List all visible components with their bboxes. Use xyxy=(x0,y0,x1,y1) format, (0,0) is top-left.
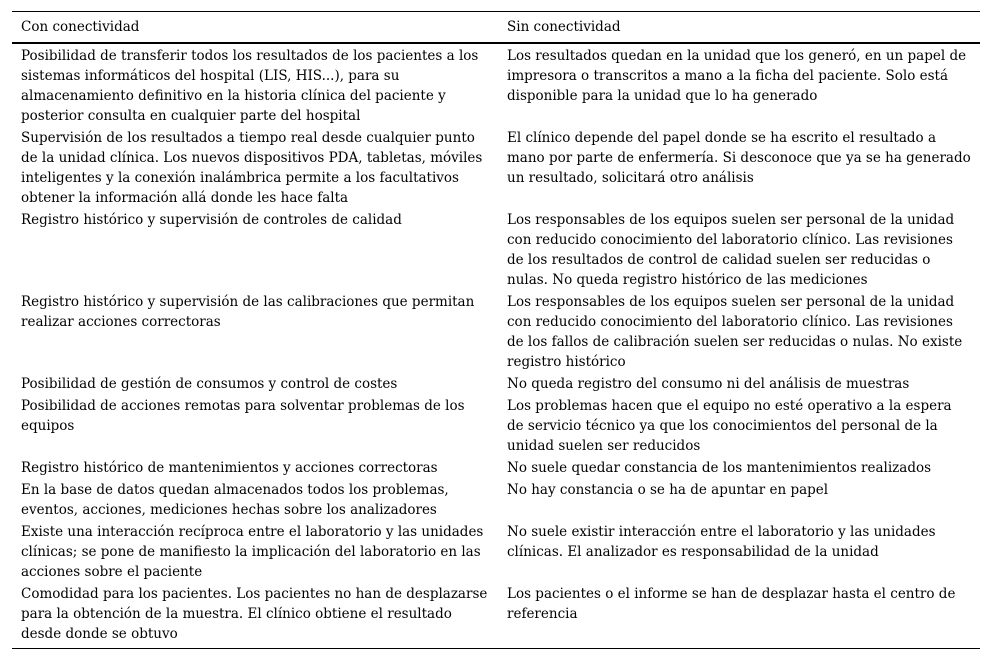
table-row xyxy=(12,583,980,649)
cell-sin: Los resultados quedan en la unidad que los generó, en un papel de impresora o transcritos a mano a la ficha del paciente. Solo está disponible para la unidad que lo ha generado xyxy=(507,48,967,104)
cell-sin: Los pacientes o el informe se han de desplazar hasta el centro de referencia xyxy=(498,583,980,649)
header-con-conectividad: Con conectividad xyxy=(12,12,498,44)
table-row xyxy=(12,521,980,583)
table-row xyxy=(12,291,980,373)
cell-con: Registro histórico y supervisión de controles de calidad xyxy=(21,212,402,228)
cell-sin: Los responsables de los equipos suelen ser personal de la unidad con reducido conocimiento del laboratorio clínico. Las revisiones de los resultados de control de calidad suelen ser reducidas o nulas. No queda registro histórico de las mediciones xyxy=(507,212,955,288)
cell-con: Posibilidad de acciones remotas para solventar problemas de los equipos xyxy=(21,398,465,434)
cell-sin: Los responsables de los equipos suelen ser personal de la unidad con reducido conocimiento del laboratorio clínico. Las revisiones de los fallos de calibración suelen ser reducidas o nulas. No existe registro histórico xyxy=(507,294,963,370)
cell-sin: No hay constancia o se ha de apuntar en papel xyxy=(507,482,829,498)
cell-sin: El clínico depende del papel donde se ha escrito el resultado a mano por parte de enfermería. Si desconoce que ya se ha generado un resultado, solicitará otro análisis xyxy=(507,130,971,186)
table-row xyxy=(12,457,980,479)
cell-con: Supervisión de los resultados a tiempo real desde cualquier punto de la unidad clínica. Los nuevos dispositivos PDA, tabletas, móviles inteligentes y la conexión inalámbrica permite a los facultativos obtener la información allá donde les hace falta xyxy=(21,130,483,206)
comparison-table xyxy=(12,11,980,649)
table-row xyxy=(12,209,980,291)
table-header-row xyxy=(12,12,980,44)
table-row xyxy=(12,479,980,521)
cell-con: En la base de datos quedan almacenados todos los problemas, eventos, acciones, mediciones hechas sobre los analizadores xyxy=(21,482,449,518)
header-sin-conectividad: Sin conectividad xyxy=(498,12,980,44)
cell-con: Registro histórico y supervisión de las calibraciones que permitan realizar acciones correctoras xyxy=(21,294,475,330)
table-row xyxy=(12,395,980,457)
cell-con: Posibilidad de gestión de consumos y control de costes xyxy=(21,376,398,392)
cell-sin: No suele quedar constancia de los mantenimientos realizados xyxy=(507,460,932,476)
cell-con: Comodidad para los pacientes. Los pacientes no han de desplazarse para la obtención de la muestra. El clínico obtiene el resultado desde donde se obtuvo xyxy=(12,583,498,649)
cell-con: Posibilidad de transferir todos los resultados de los pacientes a los sistemas informáticos del hospital (LIS, HIS...), para su almacenamiento definitivo en la historia clínica del paciente y posterior consulta en cualquier parte del hospital xyxy=(21,48,479,124)
cell-sin: No suele existir interacción entre el laboratorio y las unidades clínicas. El analizador es responsabilidad de la unidad xyxy=(507,524,936,560)
cell-con: Existe una interacción recíproca entre el laboratorio y las unidades clínicas; se pone de manifiesto la implicación del laboratorio en las acciones sobre el paciente xyxy=(21,524,484,580)
table-row xyxy=(12,373,980,395)
cell-con: Registro histórico de mantenimientos y acciones correctoras xyxy=(21,460,438,476)
table-row xyxy=(12,127,980,209)
table-row xyxy=(12,43,980,127)
cell-sin: No queda registro del consumo ni del análisis de muestras xyxy=(507,376,910,392)
cell-sin: Los problemas hacen que el equipo no esté operativo a la espera de servicio técnico ya que los conocimientos del personal de la unidad suelen ser reducidos xyxy=(507,398,952,454)
comparison-table-container xyxy=(12,11,980,649)
